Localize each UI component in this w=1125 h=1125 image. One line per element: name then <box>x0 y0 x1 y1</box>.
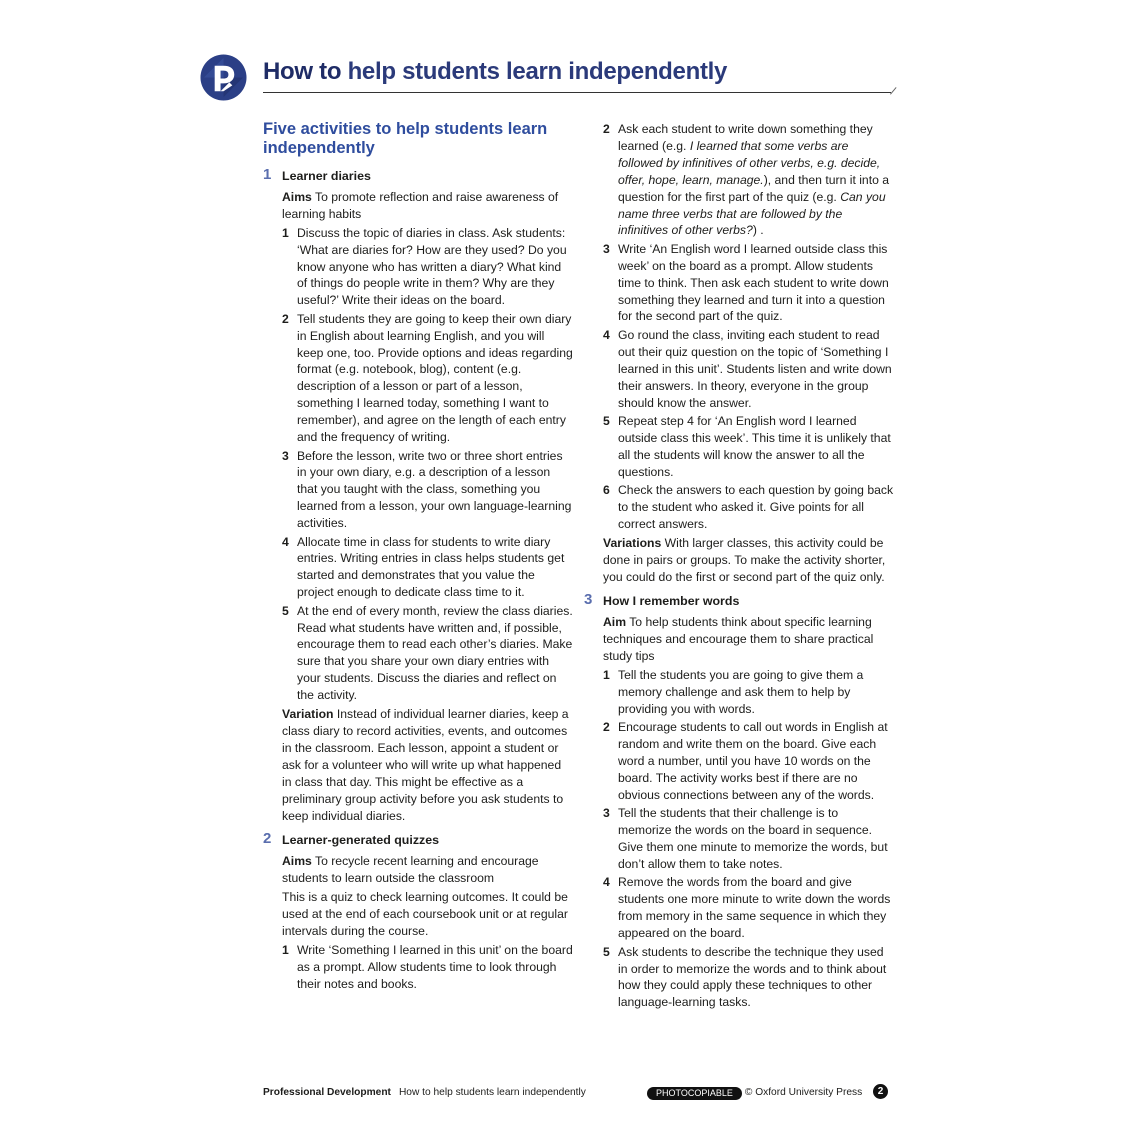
steps-list <box>282 225 573 704</box>
step-text: Repeat step 4 for ‘An English word I learned outside class this week’. This time it is unlikely that all the students will know the answer to all the questions. <box>618 413 891 479</box>
activity-aims <box>282 189 573 223</box>
step-text: Tell the students you are going to give them a memory challenge and ask them to help by providing you with words. <box>618 668 864 716</box>
aims-text: To recycle recent learning and encourage students to learn outside the classroom <box>282 854 539 886</box>
activity-title: Learner-generated quizzes <box>282 833 439 848</box>
step-number: 4 <box>603 875 610 890</box>
activity-2-continued <box>584 121 894 585</box>
section-heading: Five activities to help students learn independently <box>263 120 548 157</box>
activity-aims <box>603 614 894 665</box>
aims-label: Aims <box>282 189 312 204</box>
activity-number: 3 <box>584 591 593 609</box>
step-number: 4 <box>282 534 289 549</box>
activity-intro: This is a quiz to check learning outcomes. It could be used at the end of each coursebook unit or at regular intervals during the course. <box>282 890 568 938</box>
activity-number: 1 <box>263 166 272 183</box>
footer-doc-title: How to help students learn independently <box>398 1087 586 1098</box>
step-text: Check the answers to each question by going back to the student who asked it. Give points for all correct answers. <box>618 483 894 531</box>
variation-label: Variation <box>282 707 334 722</box>
step-number: 5 <box>603 413 610 428</box>
step-item <box>603 327 894 412</box>
footer-series: Professional Development <box>263 1087 391 1098</box>
step-text: Encourage students to call out words in English at random and write them on the board. Give each word a number, until you have 10 words on the board. The activity works best if there are no obvious connections between any of the words. <box>618 720 888 802</box>
aims-text: To promote reflection and raise awareness of learning habits <box>282 189 559 221</box>
steps-list <box>282 942 573 993</box>
activity-title: How I remember words <box>603 594 740 609</box>
aims-text: To help students think about specific learning techniques and encourage them to share practical study tips <box>603 615 874 664</box>
photocopiable-badge: PHOTOCOPIABLE <box>647 1087 742 1100</box>
step-text: Write ‘An English word I learned outside class this week’ on the board as a prompt. Allow students time to think. Then ask each student to write down something they learned and turn it into a question for the second part of the quiz. <box>618 241 889 324</box>
step-item <box>603 121 894 239</box>
step-text: At the end of every month, review the class diaries. Read what students have written and, if possible, encourage them to read each other’s diaries. Make sure that you share your own diary entries with your students. Discuss the diaries and reflect on the activity. <box>297 603 573 703</box>
step-item <box>603 805 894 873</box>
step-item <box>603 482 894 533</box>
steps-list <box>603 121 894 533</box>
example-italic: I learned that some verbs are followed by infinitives of other verbs, e.g. decide, offer, hope, learn, manage. <box>618 138 881 187</box>
step-text: Write ‘Something I learned in this unit’ on the board as a prompt. Allow students time to look through their notes and books. <box>297 942 573 991</box>
title-underline <box>263 92 891 93</box>
step-item <box>603 241 894 326</box>
step-item <box>282 534 573 602</box>
title-part-2: help students learn independently <box>347 58 728 85</box>
step-text: ), and then turn it into a question for the first part of the quiz (e.g. <box>618 172 890 204</box>
step-item <box>603 413 894 481</box>
step-item <box>603 719 894 804</box>
activity-variation <box>282 706 573 824</box>
step-text: Remove the words from the board and give students one more minute to write down the words from memory in the same sequence in which they appeared on the board. <box>618 875 891 941</box>
page-title <box>263 58 727 86</box>
step-number: 2 <box>282 311 289 326</box>
activity-2 <box>263 832 573 992</box>
step-item <box>282 603 573 704</box>
activity-3 <box>584 593 894 1011</box>
step-number: 3 <box>603 241 610 256</box>
activity-aims <box>282 853 573 887</box>
step-text: Discuss the topic of diaries in class. Ask students: ‘What are diaries for? How are they used? Do you know anyone who has written a diary? What kind of things do people write in them? Why are they useful?’ Write their ideas on the board. <box>297 225 567 308</box>
step-text: Before the lesson, write two or three short entries in your own diary, e.g. a description of a lesson that you taught with the class, something you learned from a lesson, your own language-learning activities. <box>297 448 572 531</box>
oxford-d-logo-icon <box>200 54 247 101</box>
step-text: Ask each student to write down something they learned (e.g. <box>618 122 873 153</box>
step-number: 1 <box>282 942 289 957</box>
step-number: 2 <box>603 720 610 735</box>
variation-text: Instead of individual learner diaries, keep a class diary to record activities, events, and outcomes in the classroom. Each lesson, appoint a student or ask for a volunteer who will write up what happened in class that day. This might be effective as a preliminary group activity before you ask students to keep individual diaries. <box>282 707 569 823</box>
variation-text: With larger classes, this activity could be done in pairs or groups. To make the activity shorter, you could do the first or second part of the quiz only. <box>603 535 886 584</box>
step-number: 3 <box>603 806 610 821</box>
step-number: 5 <box>282 603 289 618</box>
step-number: 1 <box>282 225 289 240</box>
step-text: Allocate time in class for students to write diary entries. Writing entries in class helps students get started and demonstrates that you value the project enough to dedicate class time to it. <box>297 534 565 600</box>
step-number: 2 <box>603 122 610 136</box>
steps-list <box>603 667 894 1011</box>
title-rule-tick <box>890 87 897 95</box>
activity-number: 2 <box>263 830 272 848</box>
step-text: Tell students they are going to keep their own diary in English about learning English, and you will keep one, too. Provide options and ideas regarding format (e.g. notebook, blog), content (e.g. description of a lesson or part of a lesson, something I learned today, something I want to remember), and agree on the length of each entry and the frequency of writing. <box>297 311 573 445</box>
variation-label: Variations <box>603 535 662 550</box>
step-item <box>282 311 573 446</box>
step-text: Tell the students that their challenge is to memorize the words on the board in sequence. Give them one minute to memorize the words, but don’t allow them to take notes. <box>618 806 888 872</box>
step-text: Ask students to describe the technique they used in order to memorize the words and to think about how they could apply these techniques to other language-learning tasks. <box>618 944 887 1010</box>
step-number: 1 <box>603 668 610 683</box>
aims-label: Aims <box>282 854 312 869</box>
title-part-1: How to <box>263 58 348 85</box>
activity-variation <box>603 535 894 586</box>
step-number: 3 <box>282 448 289 463</box>
step-item <box>282 225 573 310</box>
footer-right <box>647 1086 862 1100</box>
step-number: 6 <box>603 483 610 498</box>
step-item <box>282 448 573 533</box>
step-number: 5 <box>603 944 610 959</box>
step-text: Go round the class, inviting each student to read out their quiz question on the topic of ‘Something I learned in this unit’. Students listen and write down their answers. In theory, everyone in the group should know the answer. <box>618 327 892 410</box>
step-item <box>603 874 894 942</box>
step-item <box>603 944 894 1012</box>
step-item <box>282 942 573 993</box>
left-column <box>263 120 573 995</box>
footer-copyright: © Oxford University Press <box>744 1087 863 1098</box>
aims-label: Aim <box>603 615 627 630</box>
activity-title: Learner diaries <box>282 169 371 183</box>
step-item <box>603 667 894 718</box>
right-column <box>584 121 894 1013</box>
step-text: ) . <box>752 223 764 238</box>
example-italic: Can you name three verbs that are followed by the infinitives of other verbs? <box>618 189 886 238</box>
activity-1 <box>263 168 573 824</box>
footer-left <box>263 1086 586 1100</box>
page-number: 2 <box>873 1084 888 1099</box>
step-number: 4 <box>603 327 610 342</box>
